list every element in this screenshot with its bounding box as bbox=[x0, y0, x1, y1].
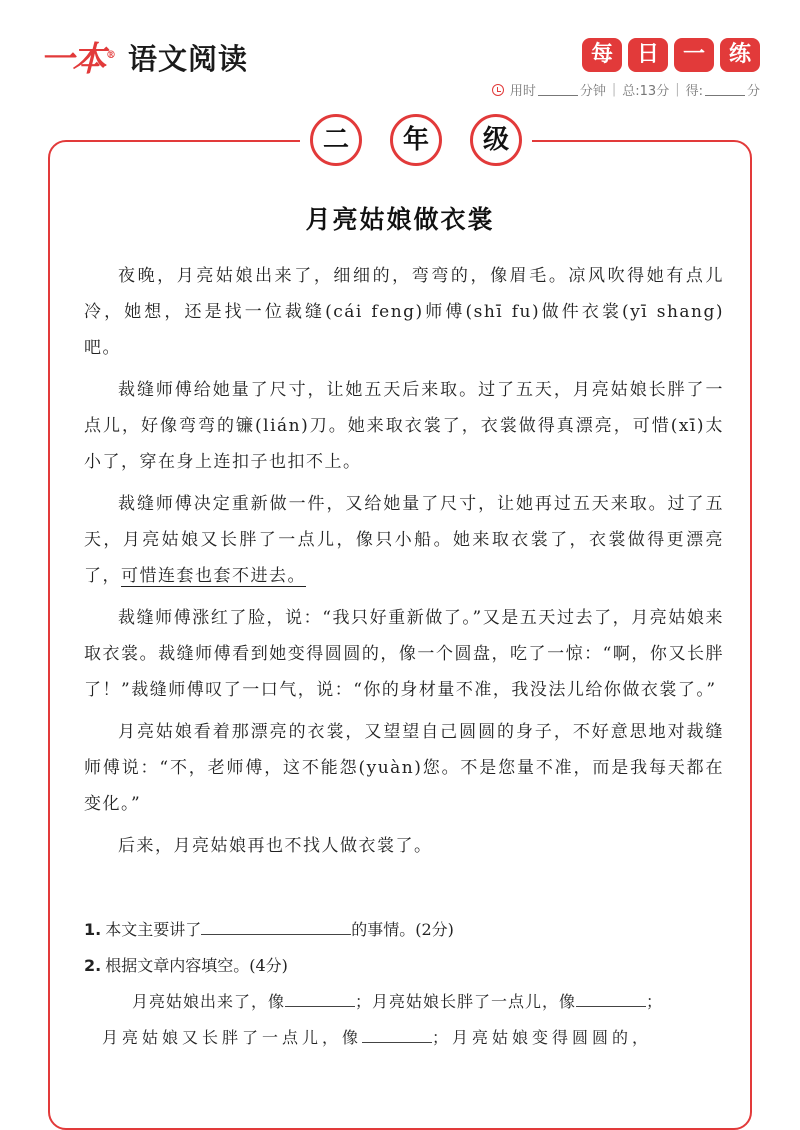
paragraph: 裁缝师傅涨红了脸，说：“我只好重新做了。”又是五天过去了，月亮姑娘来取衣裳。裁缝师傅看到她变得圆圆的，像一个圆盘，吃了一惊：“啊，你又长胖了！”裁缝师傅叹了一口气，说：“你的身材量不准，我没法儿给你做衣裳了。” bbox=[84, 608, 724, 700]
daily-practice-badge bbox=[582, 38, 760, 72]
underlined-sentence: 可惜连套也套不进去。 bbox=[121, 566, 306, 586]
answer-blank[interactable] bbox=[201, 916, 351, 935]
score-blank[interactable] bbox=[705, 83, 745, 96]
fill-line: 月亮姑娘又长胖了一点儿，像 ；月亮姑娘变得圆圆的， bbox=[84, 1020, 724, 1056]
daily-char: 日 bbox=[628, 38, 668, 72]
brand bbox=[40, 38, 249, 80]
score-label: 得: bbox=[685, 84, 703, 99]
fill-line: 月亮姑娘出来了，像 ；月亮姑娘长胖了一点儿，像 ； bbox=[84, 984, 724, 1020]
article-title: 月亮姑娘做衣裳 bbox=[305, 205, 495, 234]
grade-char: 级 bbox=[470, 114, 522, 166]
grade-badge bbox=[300, 114, 532, 166]
answer-blank[interactable] bbox=[576, 988, 646, 1007]
paragraph: 后来，月亮姑娘再也不找人做衣裳了。 bbox=[118, 836, 433, 856]
question-1: 1. 本文主要讲了 的事情。(2分) bbox=[84, 912, 724, 948]
time-blank[interactable] bbox=[538, 83, 578, 96]
brand-title: 语文阅读 bbox=[128, 42, 249, 77]
paragraph: 裁缝师傅给她量了尺寸，让她五天后来取。过了五天，月亮姑娘长胖了一点儿，好像弯弯的镰(lián)刀。她来取衣裳了，衣裳做得真漂亮，可惜(xī)太小了，穿在身上连扣子也扣不上。 bbox=[84, 380, 724, 472]
answer-blank[interactable] bbox=[285, 988, 355, 1007]
score-meta bbox=[492, 80, 760, 99]
grade-char: 二 bbox=[310, 114, 362, 166]
grade-char: 年 bbox=[390, 114, 442, 166]
answer-blank[interactable] bbox=[362, 1024, 432, 1043]
score-unit: 分 bbox=[746, 84, 760, 99]
question-2: 2. 根据文章内容填空。(4分) bbox=[84, 956, 288, 975]
total-score: 总:13分 bbox=[622, 84, 670, 99]
divider: | bbox=[611, 82, 617, 97]
daily-char: 练 bbox=[720, 38, 760, 72]
time-label: 用时 bbox=[509, 84, 536, 99]
divider: | bbox=[675, 82, 680, 97]
daily-char: 每 bbox=[582, 38, 622, 72]
daily-char: 一 bbox=[674, 38, 714, 72]
paragraph: 裁缝师傅决定重新做一件，又给她量了尺寸，让她再过五天来取。过了五天，月亮姑娘又长胖了一点儿，像只小船。她来取衣裳了，衣裳做得更漂亮了，可惜连套也套不进去。 bbox=[84, 494, 724, 586]
questions bbox=[84, 912, 724, 1056]
page-header bbox=[0, 0, 800, 110]
article-body bbox=[84, 258, 724, 870]
paragraph: 月亮姑娘看着那漂亮的衣裳，又望望自己圆圆的身子，不好意思地对裁缝师傅说：“不，老师傅，这不能怨(yuàn)您。不是您量不准，而是我每天都在变化。” bbox=[84, 722, 724, 814]
brand-logo: 一本 ® bbox=[40, 39, 114, 80]
time-unit: 分钟 bbox=[579, 84, 606, 99]
paragraph: 夜晚，月亮姑娘出来了，细细的，弯弯的，像眉毛。凉风吹得她有点儿冷，她想，还是找一位裁缝(cái feng)师傅(shī fu)做件衣裳(yī shang)吧。 bbox=[84, 266, 724, 358]
clock-icon bbox=[492, 84, 504, 96]
